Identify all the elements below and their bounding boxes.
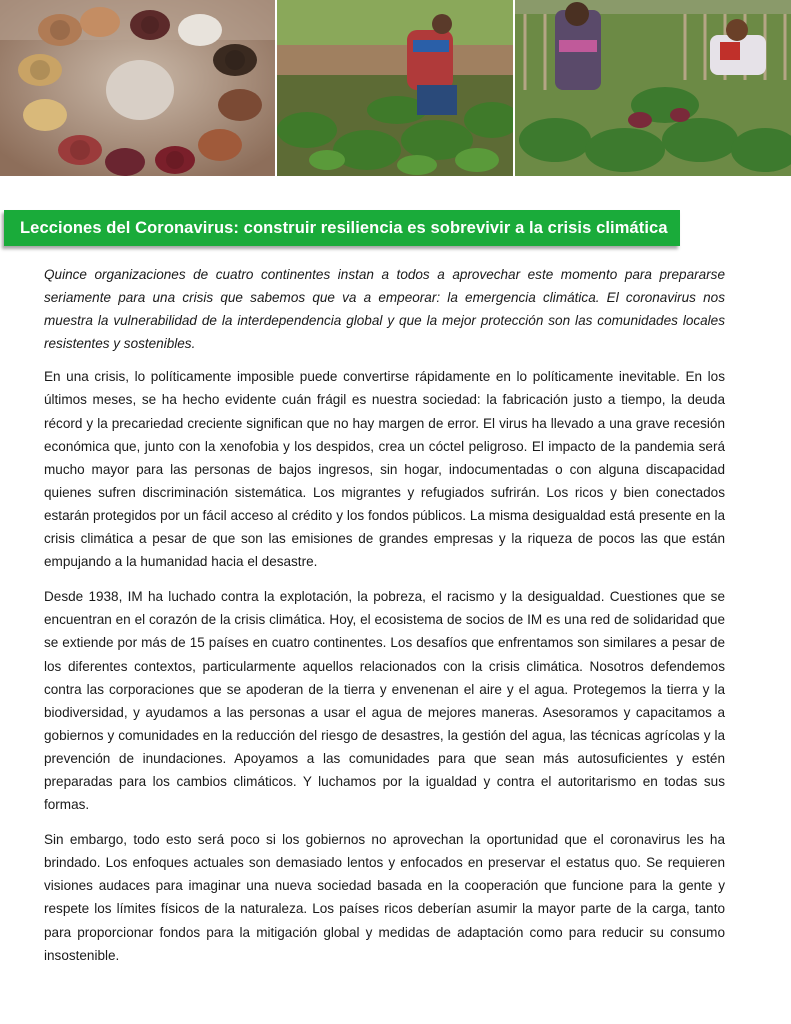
- seeds-in-hands-photo: [0, 0, 275, 176]
- article-body: [44, 263, 725, 979]
- farmers-in-vegetable-plot-photo: [513, 0, 791, 176]
- header-photo-strip: [0, 0, 791, 176]
- article-title-bar: [4, 210, 680, 246]
- body-paragraph: En una crisis, lo políticamente imposible puede convertirse rápidamente en lo políticamente inevitable. En los últimos meses, se ha hecho evidente cuán frágil es nuestra sociedad: la fabricación justo a tiempo, la deuda récord y la precariedad creciente significan que no hay margen de error. El virus ha llevado a una grave recesión económica que, junto con la xenofobia y los despidos, crea un cóctel peligroso. El impacto de la pandemia será mucho mayor para las personas de bajos ingresos, sin hogar, indocumentadas o con alguna discapacidad quienes sufren discriminación sistemática. Los migrantes y refugiados sufrirán. Los ricos y bien conectados estarán protegidos por un fácil acceso al crédito y los fondos públicos. La misma desigualdad está presente en la crisis climática a pesar de que son las emisiones de grandes empresas y la riqueza de pocos las que están empujando a la humanidad hacia el desastre.: [44, 369, 725, 570]
- lead-paragraph: Quince organizaciones de cuatro continentes instan a todos a aprovechar este momento para prepararse seriamente para una crisis que sabemos que va a empeorar: la emergencia climática. El coronavirus nos muestra la vulnerabilidad de la interdependencia global y que la mejor protección son las comunidades locales resistentes y sostenibles.: [44, 267, 725, 352]
- article-title: Lecciones del Coronavirus: construir resiliencia es sobrevivir a la crisis climática: [20, 218, 668, 237]
- body-paragraph: Desde 1938, IM ha luchado contra la explotación, la pobreza, el racismo y la desigualdad. Cuestiones que se encuentran en el corazón de la crisis climática. Hoy, el ecosistema de socios de IM es una red de solidaridad que se extiende por más de 15 países en cuatro continentes. Los desafíos que enfrentamos son similares a pesar de los diferentes contextos, particularmente aquellos relacionados con la crisis climática. Nosotros defendemos contra las corporaciones que se apoderan de la tierra y envenenan el aire y el agua. Protegemos la tierra y la biodiversidad, y ayudamos a las personas a usar el agua de mejores maneras. Asesoramos y capacitamos a gobiernos y comunidades en la reducción del riesgo de desastres, la gestión del agua, las técnicas agrícolas y la prevención de inundaciones. Apoyamos a las comunidades para que sean más autosuficientes y estén preparadas para los cambios climáticos. Y luchamos por la igualdad y contra el autoritarismo en todas sus formas.: [44, 589, 725, 813]
- body-paragraph: Sin embargo, todo esto será poco si los gobiernos no aprovechan la oportunidad que el coronavirus les ha brindado. Los enfoques actuales son demasiado lentos y enfocados en preservar el estatus quo. Se requieren visiones audaces para imaginar una nueva sociedad basada en la cooperación que funcione para la gente y respete los límites físicos de la naturaleza. Los países ricos deberían asumir la mayor parte de la carga, tanto para proporcionar fondos para la mitigación global y medidas de adaptación como para reducir su consumo insostenible.: [44, 832, 725, 963]
- woman-tending-garden-photo: [275, 0, 512, 176]
